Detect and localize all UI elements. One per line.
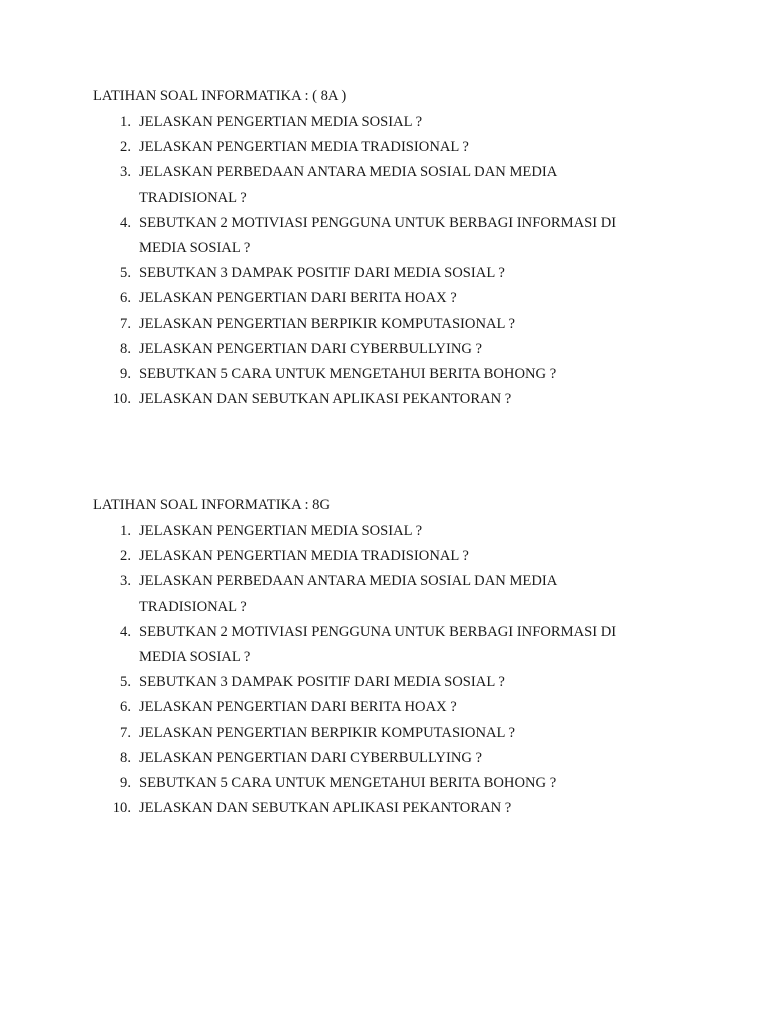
question-number: 3. — [120, 573, 131, 590]
question-text: JELASKAN PENGERTIAN MEDIA SOSIAL ? — [139, 523, 423, 539]
question-number: 10. — [112, 391, 131, 408]
question-item — [93, 135, 663, 160]
question-number: 9. — [120, 366, 131, 383]
question-text: SEBUTKAN 3 DAMPAK POSITIF DARI MEDIA SOSIAL ? — [139, 674, 505, 691]
question-text: JELASKAN DAN SEBUTKAN APLIKASI PEKANTORAN ? — [139, 800, 512, 817]
question-number: 5. — [120, 265, 131, 282]
question-text: SEBUTKAN 2 MOTIVIASI PENGGUNA UNTUK BERBAGI INFORMASI DI MEDIA SOSIAL ? — [139, 623, 617, 666]
question-number: 8. — [120, 340, 131, 357]
question-number: 5. — [120, 674, 131, 691]
question-item — [93, 160, 663, 210]
question-item — [93, 695, 663, 720]
question-item — [93, 312, 663, 337]
question-text: SEBUTKAN 2 MOTIVIASI PENGGUNA UNTUK BERBAGI INFORMASI DI MEDIA SOSIAL ? — [139, 214, 617, 257]
question-item — [93, 670, 663, 695]
question-number: 6. — [120, 290, 131, 307]
question-text: JELASKAN PENGERTIAN BERPIKIR KOMPUTASIONAL ? — [139, 315, 516, 332]
question-text: JELASKAN PENGERTIAN BERPIKIR KOMPUTASIONAL ? — [139, 724, 516, 741]
question-item — [93, 211, 663, 261]
question-item — [93, 620, 663, 670]
question-item — [93, 569, 663, 619]
question-item — [93, 519, 663, 544]
question-item — [93, 544, 663, 569]
question-item — [93, 362, 663, 387]
question-number: 2. — [120, 139, 131, 156]
question-list — [93, 519, 663, 821]
question-number: 4. — [120, 214, 131, 231]
question-text: JELASKAN PERBEDAAN ANTARA MEDIA SOSIAL DAN MEDIA TRADISIONAL ? — [139, 164, 557, 206]
question-text: JELASKAN PERBEDAAN ANTARA MEDIA SOSIAL DAN MEDIA TRADISIONAL ? — [139, 573, 557, 615]
question-text: JELASKAN PENGERTIAN DARI CYBERBULLYING ? — [139, 340, 483, 357]
exercise-section-8a — [93, 86, 663, 412]
question-item — [93, 261, 663, 286]
question-item — [93, 796, 663, 821]
question-number: 1. — [120, 114, 131, 130]
question-number: 10. — [112, 800, 131, 817]
question-item — [93, 337, 663, 362]
question-number: 3. — [120, 164, 131, 181]
question-item — [93, 746, 663, 771]
question-text: JELASKAN PENGERTIAN MEDIA TRADISIONAL ? — [139, 139, 469, 156]
question-number: 7. — [120, 315, 131, 332]
question-text: SEBUTKAN 5 CARA UNTUK MENGETAHUI BERITA BOHONG ? — [139, 366, 557, 383]
question-list — [93, 110, 663, 412]
question-number: 7. — [120, 724, 131, 741]
question-item — [93, 286, 663, 311]
question-number: 2. — [120, 548, 131, 565]
question-number: 9. — [120, 775, 131, 792]
question-number: 4. — [120, 623, 131, 640]
question-item — [93, 110, 663, 135]
question-text: JELASKAN PENGERTIAN DARI CYBERBULLYING ? — [139, 749, 483, 766]
question-text: SEBUTKAN 5 CARA UNTUK MENGETAHUI BERITA BOHONG ? — [139, 775, 557, 792]
section-heading: LATIHAN SOAL INFORMATIKA : 8G — [93, 497, 331, 513]
question-text: JELASKAN PENGERTIAN DARI BERITA HOAX ? — [139, 699, 457, 716]
question-item — [93, 771, 663, 796]
question-item — [93, 721, 663, 746]
question-item — [93, 387, 663, 412]
question-text: JELASKAN PENGERTIAN MEDIA SOSIAL ? — [139, 114, 423, 130]
section-heading: LATIHAN SOAL INFORMATIKA : ( 8A ) — [93, 88, 347, 104]
question-number: 6. — [120, 699, 131, 716]
question-text: JELASKAN PENGERTIAN DARI BERITA HOAX ? — [139, 290, 457, 307]
question-text: SEBUTKAN 3 DAMPAK POSITIF DARI MEDIA SOSIAL ? — [139, 265, 505, 282]
question-number: 1. — [120, 523, 131, 539]
exercise-section-8g — [93, 495, 663, 821]
question-number: 8. — [120, 749, 131, 766]
question-text: JELASKAN DAN SEBUTKAN APLIKASI PEKANTORAN ? — [139, 391, 512, 408]
question-text: JELASKAN PENGERTIAN MEDIA TRADISIONAL ? — [139, 548, 469, 565]
